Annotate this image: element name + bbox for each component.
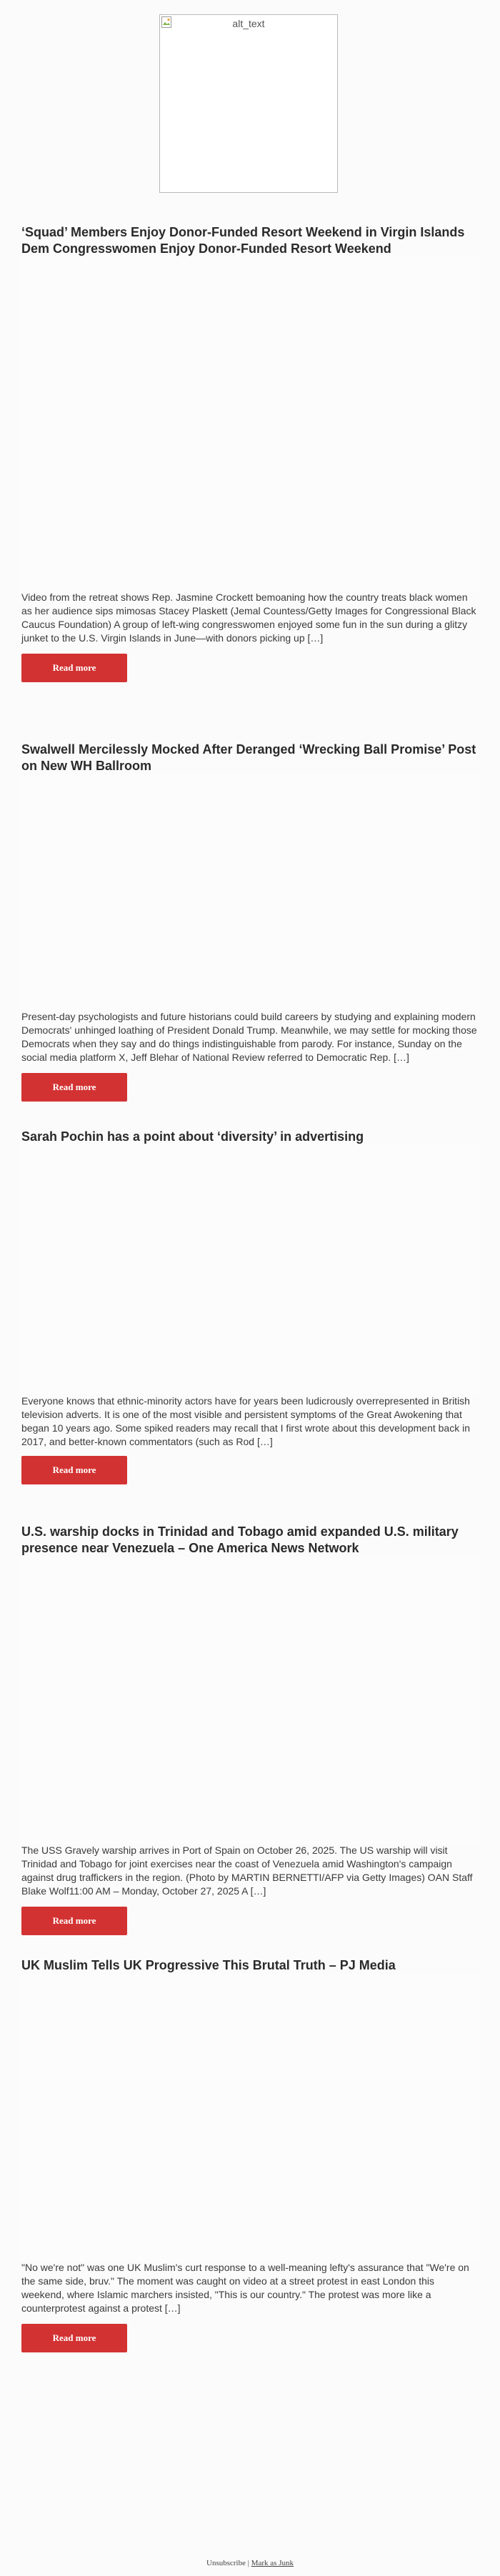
article-headline[interactable]: ‘Squad’ Members Enjoy Donor-Funded Resort Weekend in Virgin Islands Dem Congresswomen Enjoy Donor-Funded Resort Weekend — [21, 225, 465, 256]
read-more-button[interactable]: Read more — [21, 2324, 127, 2352]
logo-alt-text: alt_text — [232, 18, 265, 29]
article-image[interactable] — [21, 1557, 479, 1844]
article-excerpt: Video from the retreat shows Rep. Jasmine Crockett bemoaning how the country treats black women as her audience sips mimosas Stacey Plaskett (Jemal Countess/Getty Images for Congressional Black Caucus Foundation) A group of left-wing congresswomen enjoyed some fun in the sun during a glitzy junket to the U.S. Virgin Islands in June—with donors picking up […] — [21, 591, 476, 644]
article-card — [21, 1957, 479, 2352]
email-footer — [0, 2559, 500, 2567]
read-more-button[interactable]: Read more — [21, 654, 127, 682]
article-headline[interactable]: Swalwell Mercilessly Mocked After Deranged ‘Wrecking Ball Promise’ Post on New WH Ballroom — [21, 742, 476, 773]
article-image[interactable] — [21, 257, 479, 591]
article-image[interactable] — [21, 1145, 479, 1394]
header-logo-image[interactable] — [159, 14, 338, 193]
article-card — [21, 1524, 479, 1935]
article-headline[interactable]: U.S. warship docks in Trinidad and Tobago amid expanded U.S. military presence near Venezuela – One America News Network — [21, 1524, 459, 1555]
article-card — [21, 1129, 479, 1484]
article-image[interactable] — [21, 774, 479, 1010]
footer-separator: | — [247, 2559, 249, 2567]
unsubscribe-link[interactable]: Unsubscribe — [206, 2559, 246, 2567]
article-image[interactable] — [21, 1974, 479, 2261]
article-excerpt: Everyone knows that ethnic-minority actors have for years been ludicrously overrepresented in British television adverts. It is one of the most visible and persistent symptoms of the Great Awokening that began 10 years ago. Some spiked readers may recall that I first wrote about this development back in 2017, and better-known commentators (such as Rod […] — [21, 1395, 471, 1447]
article-headline[interactable]: Sarah Pochin has a point about ‘diversity’ in advertising — [21, 1129, 364, 1144]
article-excerpt: Present-day psychologists and future historians could build careers by studying and explaining modern Democrats' unhinged loathing of President Donald Trump. Meanwhile, we may settle for mocking those Democrats when they say and do things indistinguishable from parody. For instance, Sunday on the social media platform X, Jeff Blehar of National Review referred to Democratic Rep. […] — [21, 1011, 477, 1063]
article-excerpt: "No we're not" was one UK Muslim's curt response to a well-meaning lefty's assurance that "We're on the same side, bruv." The moment was caught on video at a street protest in east London this weekend, where Islamic marchers insisted, "This is our country." The protest was more like a counterprotest against a protest […] — [21, 2262, 469, 2314]
article-card — [21, 742, 479, 1102]
read-more-button[interactable]: Read more — [21, 1907, 127, 1935]
article-card — [21, 224, 479, 682]
read-more-button[interactable]: Read more — [21, 1073, 127, 1102]
article-excerpt: The USS Gravely warship arrives in Port of Spain on October 26, 2025. The US warship will visit Trinidad and Tobago for joint exercises near the coast of Venezuela amid Washington's campaign against drug traffickers in the region. (Photo by MARTIN BERNETTI/AFP via Getty Images) OAN Staff Blake Wolf11:00 AM – Monday, October 27, 2025 A […] — [21, 1844, 473, 1897]
read-more-button[interactable]: Read more — [21, 1456, 127, 1484]
article-headline[interactable]: UK Muslim Tells UK Progressive This Brutal Truth – PJ Media — [21, 1958, 396, 1972]
mark-as-junk-link[interactable]: Mark as Junk — [251, 2559, 294, 2567]
